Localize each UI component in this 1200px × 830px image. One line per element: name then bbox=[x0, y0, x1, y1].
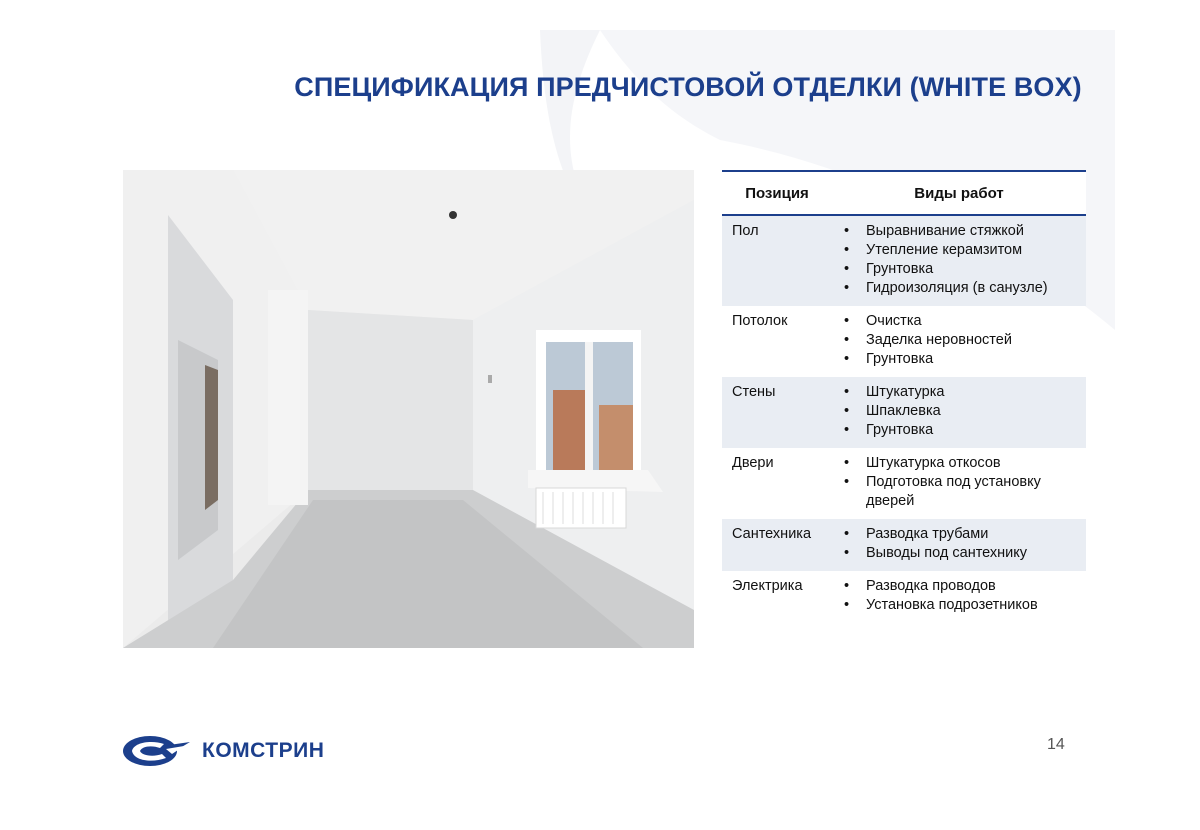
table-row bbox=[722, 215, 1086, 306]
work-item: • Гидроизоляция (в санузле) bbox=[842, 279, 1076, 298]
row-position: Стены bbox=[722, 377, 832, 448]
row-works bbox=[832, 306, 1086, 377]
table-header-row bbox=[722, 171, 1086, 215]
company-logo bbox=[122, 733, 324, 769]
row-works bbox=[832, 215, 1086, 306]
row-works bbox=[832, 571, 1086, 623]
logo-text: КОМСТРИН bbox=[202, 739, 325, 762]
row-position: Пол bbox=[722, 215, 832, 306]
table-row bbox=[722, 306, 1086, 377]
page-number: 14 bbox=[1047, 736, 1065, 753]
room-photo bbox=[123, 170, 694, 648]
work-item: • Грунтовка bbox=[842, 421, 1076, 440]
header-position: Позиция bbox=[722, 171, 832, 215]
slide-title: СПЕЦИФИКАЦИЯ ПРЕДЧИСТОВОЙ ОТДЕЛКИ (WHITE BOX) bbox=[294, 72, 1082, 102]
work-item: • Штукатурка откосов bbox=[842, 454, 1076, 473]
row-works bbox=[832, 377, 1086, 448]
work-item: • Заделка неровностей bbox=[842, 331, 1076, 350]
row-works bbox=[832, 448, 1086, 519]
work-item: • Подготовка под установку дверей bbox=[842, 473, 1076, 511]
table-row bbox=[722, 448, 1086, 519]
work-item: • Грунтовка bbox=[842, 350, 1076, 369]
row-position: Двери bbox=[732, 455, 774, 471]
row-position: Сантехника bbox=[722, 519, 832, 571]
work-item: • Выравнивание стяжкой bbox=[842, 222, 1076, 241]
work-item: • Шпаклевка bbox=[842, 402, 1076, 421]
table-row bbox=[722, 377, 1086, 448]
table-row bbox=[722, 571, 1086, 623]
work-item: • Штукатурка bbox=[842, 383, 1076, 402]
work-item: • Очистка bbox=[842, 312, 1076, 331]
work-item: • Разводка проводов bbox=[842, 577, 1076, 596]
work-item: • Установка подрозетников bbox=[842, 596, 1076, 615]
row-position: Электрика bbox=[732, 578, 803, 594]
logo-emblem-icon bbox=[122, 734, 192, 768]
work-item: • Выводы под сантехнику bbox=[842, 544, 1076, 563]
header-works: Виды работ bbox=[832, 171, 1086, 215]
specification-table bbox=[722, 170, 1086, 623]
work-item: • Утепление керамзитом bbox=[842, 241, 1076, 260]
row-position: Потолок bbox=[732, 313, 788, 329]
work-item: • Разводка трубами bbox=[842, 525, 1076, 544]
table-row bbox=[722, 519, 1086, 571]
work-item: • Грунтовка bbox=[842, 260, 1076, 279]
row-works bbox=[832, 519, 1086, 571]
